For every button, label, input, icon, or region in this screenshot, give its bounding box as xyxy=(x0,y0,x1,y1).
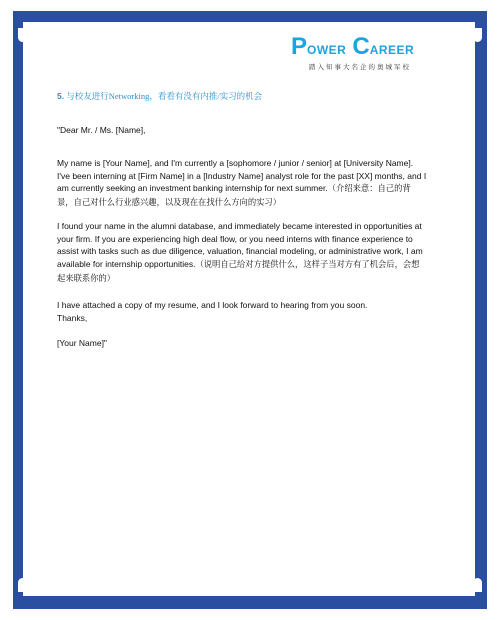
intro-note: （介绍来意：自己的背景，自己对什么行业感兴趣，以及现在在找什么方向的实习） xyxy=(57,184,411,208)
offer-note: （说明自己给对方提供什么，这样子当对方有了机会后，会想起来联系你的） xyxy=(57,260,420,283)
section-number: 5. xyxy=(57,91,65,101)
signature: [Your Name]" xyxy=(57,338,107,349)
closing-thanks: Thanks, xyxy=(57,312,88,323)
binder-clip-bottom-left xyxy=(18,578,27,592)
logo-letter-c: C xyxy=(352,33,370,60)
binder-clip-bottom-right xyxy=(473,578,482,592)
logo-wordmark xyxy=(291,35,431,59)
letter-paragraph-offer xyxy=(57,220,427,286)
binder-clip-top-left xyxy=(18,28,27,42)
intro-text: My name is [Your Name], and I'm currently a [sophomore / junior / senior] at [University Name]. I've been interning at [Firm Name] in a [Industry Name] analyst role for the past [XX] months, and I am currently seeking an investment banking internship for next summer. xyxy=(57,158,427,194)
logo-text-areer: AREER xyxy=(369,43,415,57)
section-heading xyxy=(57,90,262,102)
offer-text: I found your name in the alumni database, and immediately became interested in opportunities at your firm. If you are experiencing high deal flow, or you need interns with finance experience to assist with tasks such as due diligence, valuation, financial modeling, or administrative work, I am available for internship opportunities. xyxy=(57,221,423,270)
logo-text-ower: OWER xyxy=(307,43,347,57)
greeting-text: "Dear Mr. / Ms. [Name], xyxy=(57,125,146,135)
letter-closing xyxy=(57,299,427,350)
logo-tagline: 踏入知事大名企的奥城军校 xyxy=(309,64,411,71)
section-title: 与校友进行Networking，看看有没有内推/实习的机会 xyxy=(66,91,263,101)
closing-text: I have attached a copy of my resume, and I look forward to hearing from you soon. xyxy=(57,300,368,310)
power-career-logo xyxy=(291,35,431,73)
logo-letter-p: P xyxy=(291,33,308,60)
letter-paragraph-intro xyxy=(57,157,427,210)
letter-greeting xyxy=(57,124,427,137)
binder-clip-top-right xyxy=(473,28,482,42)
